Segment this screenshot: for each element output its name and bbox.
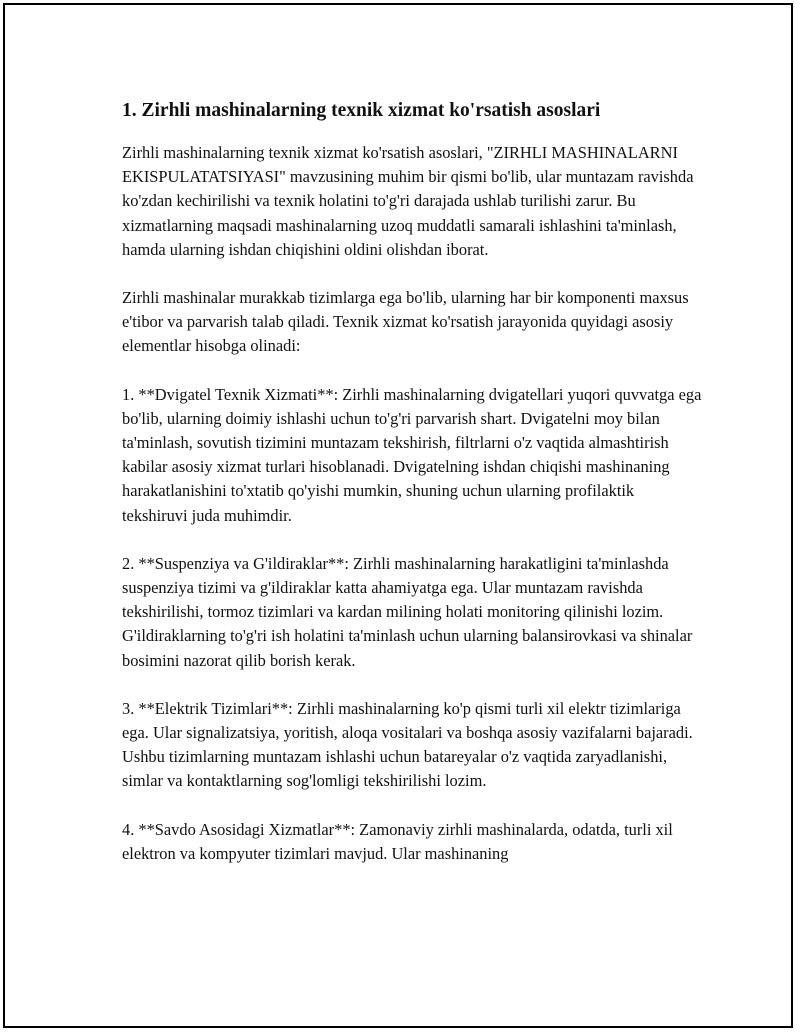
section-heading: 1. Zirhli mashinalarning texnik xizmat ko'rsatish asoslari [122,100,601,121]
paragraph-item-suspension: 2. **Suspenziya va G'ildiraklar**: Zirhli mashinalarning harakatligini ta'minlashda suspenziya tizimi va g'ildiraklar katta ahamiyatga ega. Ular muntazam ravishda tekshirilishi, tormoz tizimlari va kardan milining holati monitoring qilinishi lozim. G'ildiraklarning to'g'ri ish holatini ta'minlash uchun ularning balansirovkasi va shinalar bosimini nazorat qilib borish kerak. [122,553,693,670]
paragraph-item-services: 4. **Savdo Asosidagi Xizmatlar**: Zamonaviy zirhli mashinalarda, odatda, turli xil elektron va kompyuter tizimlari mavjud. Ular mashinaning [122,819,673,863]
paragraph-intro: Zirhli mashinalarning texnik xizmat ko'rsatish asoslari, "ZIRHLI MASHINALARNI EKISPULATATSIYASI" mavzusining muhim bir qismi bo'lib, ular muntazam ravishda ko'zdan kechirilishi va texnik holatini to'g'ri darajada ushlab turilishi zarur. Bu xizmatlarning maqsadi mashinalarning uzoq muddatli samarali ishlashini ta'minlash, hamda ularning ishdan chiqishini oldini olishdan iborat. [122,143,694,259]
paragraph-item-engine: 1. **Dvigatel Texnik Xizmati**: Zirhli mashinalarning dvigatellari yuqori quvvatga ega bo'lib, ularning doimiy ishlashi uchun to'g'ri parvarish shart. Dvigatelni moy bilan ta'minlash, sovutish tizimini muntazam tekshirish, filtrlarni o'z vaqtida almashtirish kabilar asosiy xizmat turlari hisoblanadi. Dvigatelning ishdan chiqishi mashinaning harakatlanishini to'xtatib qo'yishi mumkin, shuning uchun ularning profilaktik tekshiruvi juda muhimdir. [122,384,702,525]
page-frame [3,3,793,1028]
paragraph-item-electrical: 3. **Elektrik Tizimlari**: Zirhli mashinalarning ko'p qismi turli xil elektr tizimlariga ega. Ular signalizatsiya, yoritish, aloqa vositalari va boshqa asosiy vazifalarni bajaradi. Ushbu tizimlarning muntazam ishlashi uchun batareyalar o'z vaqtida zaryadlanishi, simlar va kontaktlarning sog'lomligi tekshirilishi lozim. [122,698,693,791]
document-body [122,97,702,890]
paragraph-overview: Zirhli mashinalar murakkab tizimlarga ega bo'lib, ularning har bir komponenti maxsus e'tibor va parvarish talab qiladi. Texnik xizmat ko'rsatish jarayonida quyidagi asosiy elementlar hisobga olinadi: [122,288,689,356]
